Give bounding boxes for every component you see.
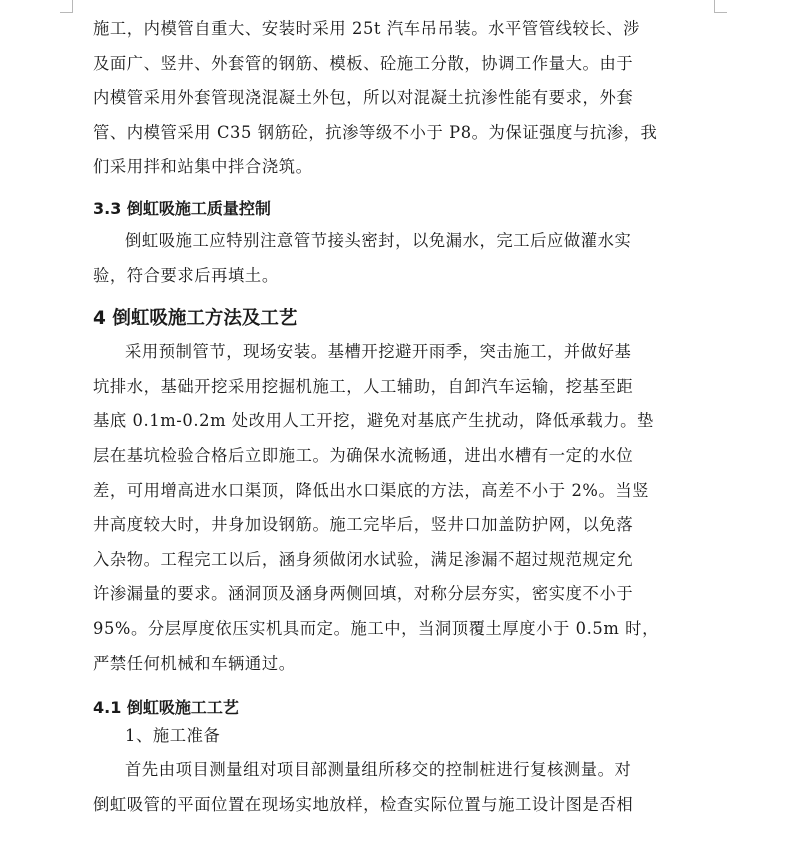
page-corner-mark-right bbox=[714, 0, 727, 13]
text-line: 倒虹吸管的平面位置在现场实地放样，检查实际位置与施工设计图是否相 bbox=[93, 794, 634, 814]
text-line: 内模管采用外套管现浇混凝土外包，所以对混凝土抗渗性能有要求，外套 bbox=[93, 88, 634, 108]
text-line: 严禁任何机械和车辆通过。 bbox=[93, 653, 296, 673]
text-line: 许渗漏量的要求。涵洞顶及涵身两侧回填，对称分层夯实，密实度不小于 bbox=[93, 584, 634, 604]
text-line: 95%。分层厚度依压实机具而定。施工中，当洞顶覆土厚度小于 0.5m 时， bbox=[93, 618, 659, 638]
text-line: 层在基坑检验合格后立即施工。为确保水流畅通，进出水槽有一定的水位 bbox=[93, 445, 634, 465]
paragraph-construction-method bbox=[93, 335, 693, 681]
text-line: 首先由项目测量组对项目部测量组所移交的控制桩进行复核测量。对 bbox=[125, 760, 632, 780]
heading-section-3-3: 3.3 倒虹吸施工质量控制 bbox=[93, 198, 271, 218]
text-line: 差，可用增高进水口渠顶，降低出水口渠底的方法，高差不小于 2%。当竖 bbox=[93, 480, 650, 500]
text-line: 入杂物。工程完工以后，涵身须做闭水试验，满足渗漏不超过规范规定允 bbox=[93, 549, 634, 569]
text-line: 及面广、竖井、外套管的钢筋、模板、砼施工分散，协调工作量大。由于 bbox=[93, 53, 634, 73]
text-line: 验，符合要求后再填土。 bbox=[93, 265, 279, 285]
paragraph-survey bbox=[93, 753, 693, 822]
text-line: 倒虹吸施工应特别注意管节接头密封，以免漏水，完工后应做灌水实 bbox=[125, 230, 632, 250]
text-line: 们采用拌和站集中拌合浇筑。 bbox=[93, 157, 313, 177]
text-line: 采用预制管节，现场安装。基槽开挖避开雨季，突击施工，并做好基 bbox=[125, 342, 632, 362]
document-content bbox=[93, 12, 693, 822]
text-line: 施工，内模管自重大、安装时采用 25t 汽车吊吊装。水平管管线较长、涉 bbox=[93, 19, 641, 38]
text-line: 基底 0.1m-0.2m 处改用人工开挖，避免对基底产生扰动，降低承载力。垫 bbox=[93, 411, 654, 431]
text-line: 坑排水，基础开挖采用挖掘机施工，人工辅助，自卸汽车运输，挖基至距 bbox=[93, 376, 634, 396]
text-line: 管、内模管采用 C35 钢筋砼，抗渗等级不小于 P8。为保证强度与抗渗，我 bbox=[93, 122, 658, 142]
text-line: 井高度较大时，井身加设钢筋。施工完毕后，竖井口加盖防护网，以免落 bbox=[93, 515, 634, 535]
page-corner-mark-left bbox=[60, 0, 73, 13]
heading-section-4-1: 4.1 倒虹吸施工工艺 bbox=[93, 698, 239, 718]
list-item-construction-preparation: 1、施工准备 bbox=[125, 726, 221, 746]
paragraph-quality-control bbox=[93, 224, 693, 293]
heading-section-4: 4 倒虹吸施工方法及工艺 bbox=[93, 308, 298, 330]
paragraph-concrete-construction bbox=[93, 12, 693, 185]
